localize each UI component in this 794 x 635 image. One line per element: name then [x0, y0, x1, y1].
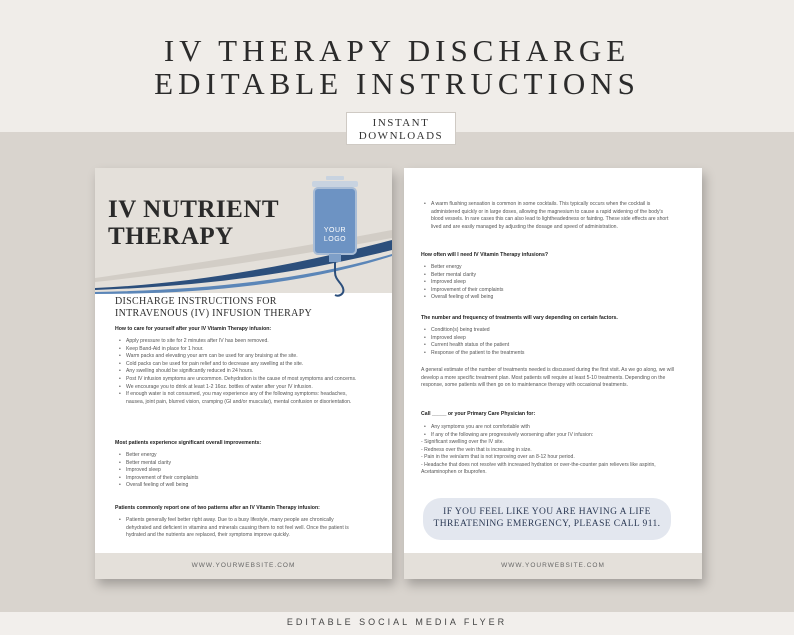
- instant-downloads-badge: [346, 112, 456, 145]
- main-title-line2: EDITABLE INSTRUCTIONS: [154, 66, 640, 101]
- website-footer: WWW.YOURWEBSITE.COM: [95, 553, 392, 579]
- list-item: - Redness over the vein that is increasing in size.: [421, 446, 532, 453]
- logo-line1: YOUR: [323, 227, 347, 234]
- number-heading: The number and frequency of treatments will vary depending on certain factors.: [421, 315, 618, 321]
- website-footer: WWW.YOURWEBSITE.COM: [404, 553, 702, 579]
- list-item: • We encourage you to drink at least 1-2 16oz. bottles of water after your IV infusion.: [119, 384, 359, 392]
- often-heading: How often will I need IV Vitamin Therapy infusions?: [421, 252, 549, 258]
- list-item: • Improvement of their complaints: [119, 475, 359, 483]
- list-item: • Overall feeling of well being: [119, 482, 359, 490]
- callout-line2: THREATENING EMERGENCY, PLEASE CALL 911.: [433, 519, 661, 529]
- list-item: • Keep Band-Aid in place for 1 hour.: [119, 346, 359, 354]
- list-item: - Headache that does not resolve with increased hydration or over-the-counter pain relievers like aspirin, Acetaminophen or Ibuprofen.: [421, 461, 656, 476]
- list-item: • Condition(s) being treated: [424, 327, 674, 335]
- list-item: • Current health status of the patient: [424, 342, 674, 350]
- flyer-title-line1: IV NUTRIENT: [108, 196, 280, 223]
- improve-heading: Most patients experience significant overall improvements:: [115, 440, 262, 446]
- emergency-callout: [423, 498, 671, 540]
- list-item: - Significant swelling over the IV site.: [421, 439, 504, 445]
- list-item: • Improved sleep: [424, 335, 674, 343]
- list-item: • If any of the following are progressively worsening after your IV infusion:: [424, 432, 674, 440]
- flyer-title: [108, 196, 279, 250]
- list-item: • Improved sleep: [424, 279, 674, 287]
- care-heading: How to care for yourself after your IV Vitamin Therapy infusion:: [115, 326, 272, 332]
- list-item: • Cold packs can be used for pain relief and to decrease any swelling at the site.: [119, 361, 359, 369]
- list-item: • Any symptoms you are not comfortable with: [424, 424, 674, 432]
- list-item: • If enough water is not consumed, you may experience any of the following symptoms: headaches, nausea, joint pain, blurred vision, cramping (GI and/or muscular), mental confusion or disorientation.: [119, 391, 359, 406]
- discharge-subtitle: [115, 296, 385, 320]
- patterns-heading: Patients commonly report one of two patterns after an IV Vitamin Therapy infusion:: [115, 505, 320, 511]
- logo-placeholder: [320, 226, 350, 244]
- often-list: [424, 264, 674, 302]
- call-sub-list: [421, 439, 677, 477]
- badge-line1: INSTANT: [372, 117, 430, 129]
- callout-line1: IF YOU FEEL LIKE YOU ARE HAVING A LIFE: [443, 507, 651, 517]
- care-list: [119, 338, 359, 406]
- list-item: • Overall feeling of well being: [424, 294, 674, 302]
- number-list: [424, 327, 674, 357]
- list-item: • Better mental clarity: [424, 272, 674, 280]
- bottom-caption: EDITABLE SOCIAL MEDIA FLYER: [286, 617, 508, 627]
- patterns-list: [119, 517, 359, 540]
- list-item: • A warm flushing sensation is common in some cocktails. This typically occurs when the cocktail is administered quickly or in large doses, allowing the magnesium to cause a rapid widening of the body's blood vessels. In rare cases this can also lead to lightheadedness or fainting. These side effects are short lived and are easily managed by adjusting the dosage and speed of administration.: [424, 201, 674, 231]
- call-heading: Call _____ or your Primary Care Physician for:: [421, 411, 536, 417]
- list-item: • Better energy: [119, 452, 359, 460]
- intro-list: [424, 201, 674, 231]
- list-item: • Patients generally feel better right away. Due to a busy lifestyle, many people are chronically dehydrated and deficient in vitamins and minerals causing them to not feel well. Once the patient is hydrated and the nutrients are replaced, their symptoms improve quickly.: [119, 517, 359, 540]
- list-item: • Any swelling should be significantly reduced in 24 hours.: [119, 368, 359, 376]
- flyer-page-left: [95, 168, 392, 579]
- flyer-page-right: [404, 168, 702, 579]
- improve-list: [119, 452, 359, 490]
- list-item: • Better energy: [424, 264, 674, 272]
- estimate-paragraph: A general estimate of the number of treatments needed is discussed during the first visit. As we go along, we will develop a more specific treatment plan. Most patients will require at least 5-10 treatments. Depending on the response, some patients will then go on to maintenance therapy with occasional treatments.: [421, 367, 674, 389]
- list-item: • Apply pressure to site for 2 minutes after IV has been removed.: [119, 338, 359, 346]
- call-list: [424, 424, 674, 439]
- list-item: • Post IV infusion symptoms are uncommon. Dehydration is the cause of most symptoms and concerns.: [119, 376, 359, 384]
- list-item: • Improved sleep: [119, 467, 359, 475]
- logo-line2: LOGO: [323, 236, 347, 243]
- list-item: - Pain in the vein/arm that is not improving over an 8-12 hour period.: [421, 454, 575, 461]
- list-item: • Warm packs and elevating your arm can be used for any bruising at the site.: [119, 353, 359, 361]
- list-item: • Response of the patient to the treatments: [424, 350, 674, 358]
- badge-line2: DOWNLOADS: [358, 130, 444, 142]
- subtitle-line2: INTRAVENOUS (IV) INFUSION THERAPY: [115, 308, 313, 319]
- list-item: • Better mental clarity: [119, 460, 359, 468]
- flyer-title-line2: THERAPY: [108, 223, 234, 250]
- subtitle-line1: DISCHARGE INSTRUCTIONS FOR: [115, 296, 277, 307]
- list-item: • Improvement of their complaints: [424, 287, 674, 295]
- main-title-line1: IV THERAPY DISCHARGE: [163, 33, 631, 68]
